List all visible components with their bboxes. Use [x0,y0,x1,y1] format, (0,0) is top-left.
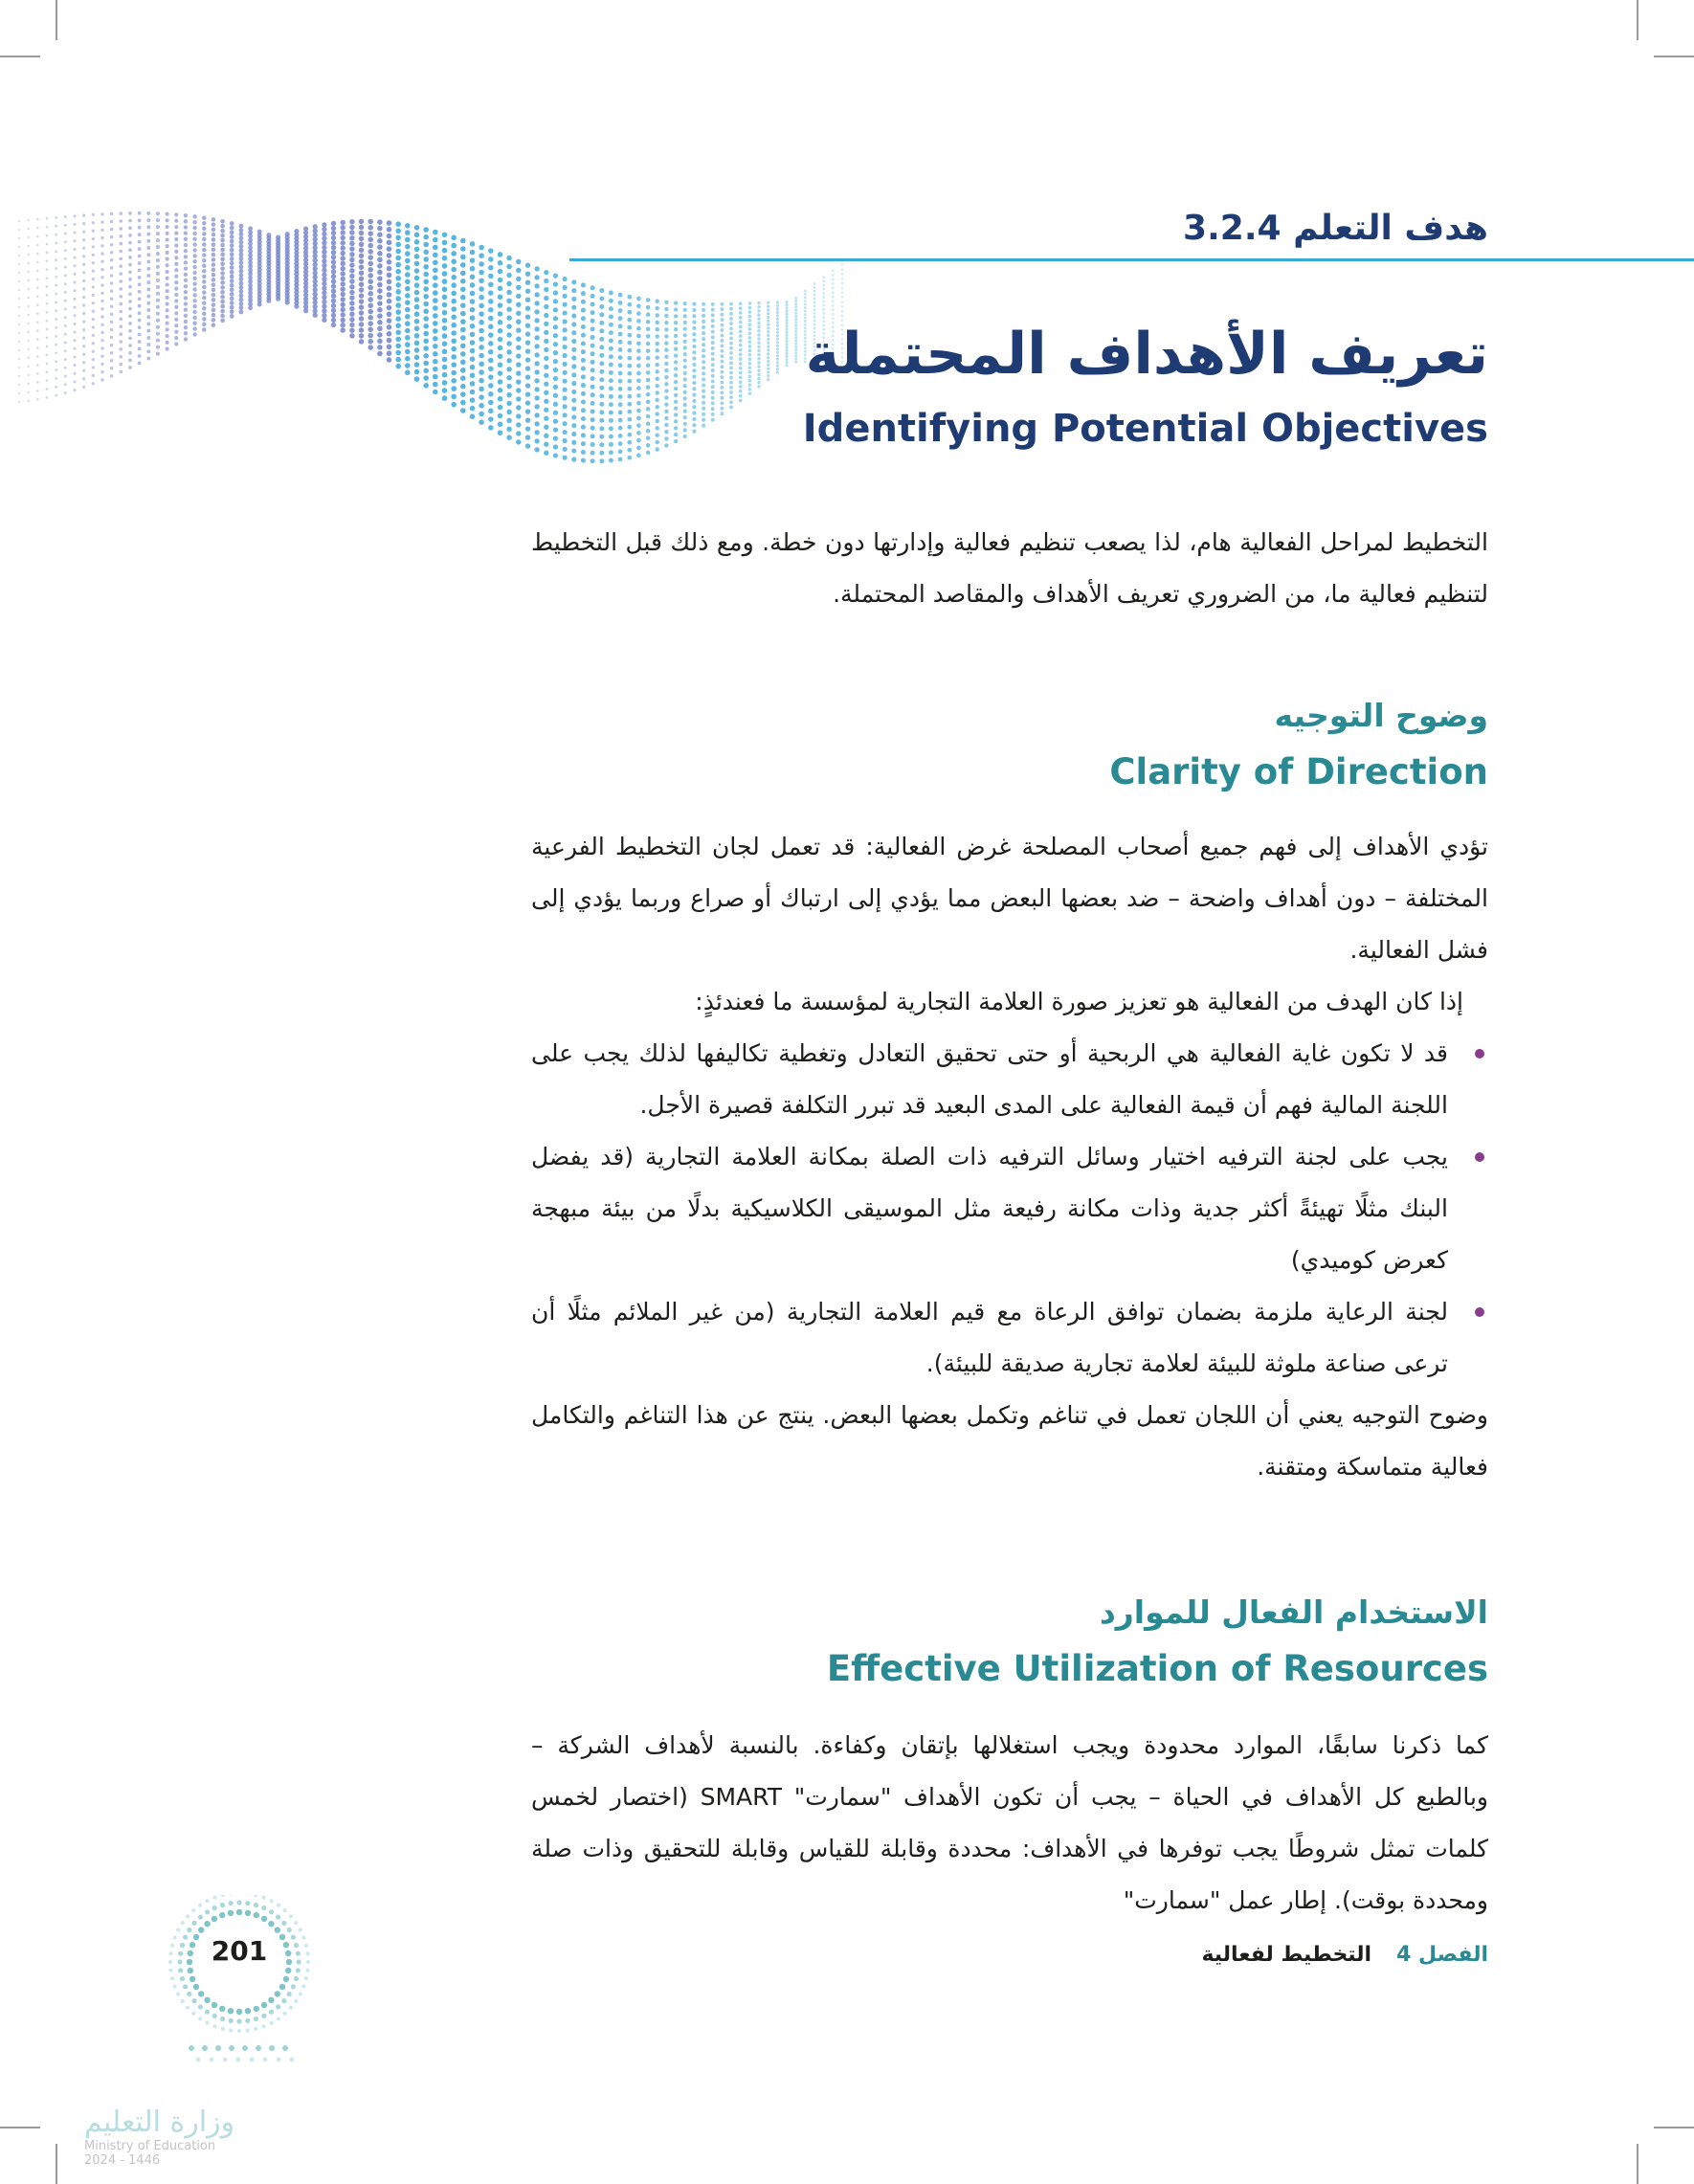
list-item [531,1286,1488,1390]
clarity-bullet-list [531,1028,1488,1390]
list-item [531,1028,1488,1131]
clarity-closing-paragraph: وضوح التوجيه يعني أن اللجان تعمل في تناغم وتكمل بعضها البعض. ينتج عن هذا التناغم والتكامل فعالية متماسكة ومتقنة. [531,1401,1488,1481]
crop-mark [56,2144,57,2184]
ministry-logo [84,2106,266,2168]
bullet-text: يجب على لجنة الترفيه اختيار وسائل الترفيه ذات الصلة بمكانة العلامة التجارية (قد يفضل البنك مثلًا تهيئةً أكثر جدية وذات مكانة رفيعة مثل الموسيقى الكلاسيكية بدلًا من بيئة مبهجة كعرض كوميدي) [531,1143,1448,1274]
list-item [531,1131,1488,1286]
crop-mark [1637,2144,1638,2184]
clarity-lead: إذا كان الهدف من الفعالية هو تعزيز صورة العلامة التجارية لمؤسسة ما فعندئذٍ: [695,988,1463,1015]
page-title-ar: تعريف الأهداف المحتملة [805,321,1488,388]
crop-mark [1654,56,1694,57]
edition-year: 2024 - 1446 [84,2153,161,2168]
bullet-icon [1475,1307,1484,1317]
bullet-icon [1475,1049,1484,1059]
chapter-title: التخطيط لفعالية [1201,1943,1372,1967]
page-number: 201 [211,1935,268,1967]
chapter-footer [1201,1943,1488,1967]
ministry-name-ar: وزارة التعليم [84,2106,235,2139]
crop-mark [0,56,40,57]
learning-goal-label: هدف التعلم 3.2.4 [1183,209,1488,248]
resources-paragraph: كما ذكرنا سابقًا، الموارد محدودة ويجب استغلالها بإتقان وكفاءة. بالنسبة لأهداف الشركة – وبالطبع كل الأهداف في الحياة – يجب أن تكون الأهداف "سمارت" SMART (اختصار لخمس كلمات تمثل شروطًا يجب توفرها في الأهداف: محددة وقابلة للقياس وقابلة للتحقيق وذات صلة ومحددة بوقت). إطار عمل "سمارت" [531,1731,1488,1914]
crop-mark [1637,0,1638,40]
intro-paragraph [531,517,1488,620]
section-clarity-body [531,821,1488,1493]
section-resources-body [531,1720,1488,1927]
section-heading-ar: وضوح التوجيه [1274,697,1488,734]
bullet-text: لجنة الرعاية ملزمة بضمان توافق الرعاة مع قيم العلامة التجارية (من غير الملائم مثلًا أن ترعى صناعة ملوثة للبيئة لعلامة تجارية صديقة للبيئة). [531,1298,1448,1377]
clarity-paragraph: تؤدي الأهداف إلى فهم جميع أصحاب المصلحة غرض الفعالية: قد تعمل لجان التخطيط الفرعية المختلفة – دون أهداف واضحة – ضد بعضها البعض مما يؤدي إلى ارتباك أو صراع وربما يؤدي إلى فشل الفعالية. [531,833,1488,964]
bullet-text: قد لا تكون غاية الفعالية هي الربحية أو حتى تحقيق التعادل وتغطية تكاليفها لذلك يجب على اللجنة المالية فهم أن قيمة الفعالية على المدى البعيد قد تبرر التكلفة قصيرة الأجل. [531,1039,1448,1119]
chapter-label: الفصل 4 [1396,1943,1488,1967]
page-number-emblem [153,1895,325,2067]
crop-mark [0,2127,40,2128]
page-title-en: Identifying Potential Objectives [802,407,1488,451]
section-heading-en: Effective Utilization of Resources [826,1648,1488,1689]
decorative-dot-wave [0,124,861,488]
crop-mark [56,0,57,40]
section-heading-ar: الاستخدام الفعال للموارد [1099,1593,1488,1631]
intro-text: التخطيط لمراحل الفعالية هام، لذا يصعب تنظيم فعالية وإدارتها دون خطة. ومع ذلك قبل التخطيط لتنظيم فعالية ما، من الضروري تعريف الأهداف والمقاصد المحتملة. [531,528,1488,608]
header-accent-line [569,258,1694,261]
crop-mark [1654,2127,1694,2128]
bullet-icon [1475,1152,1484,1162]
ministry-name-en: Ministry of Education [84,2139,216,2153]
section-heading-en: Clarity of Direction [1109,751,1488,792]
